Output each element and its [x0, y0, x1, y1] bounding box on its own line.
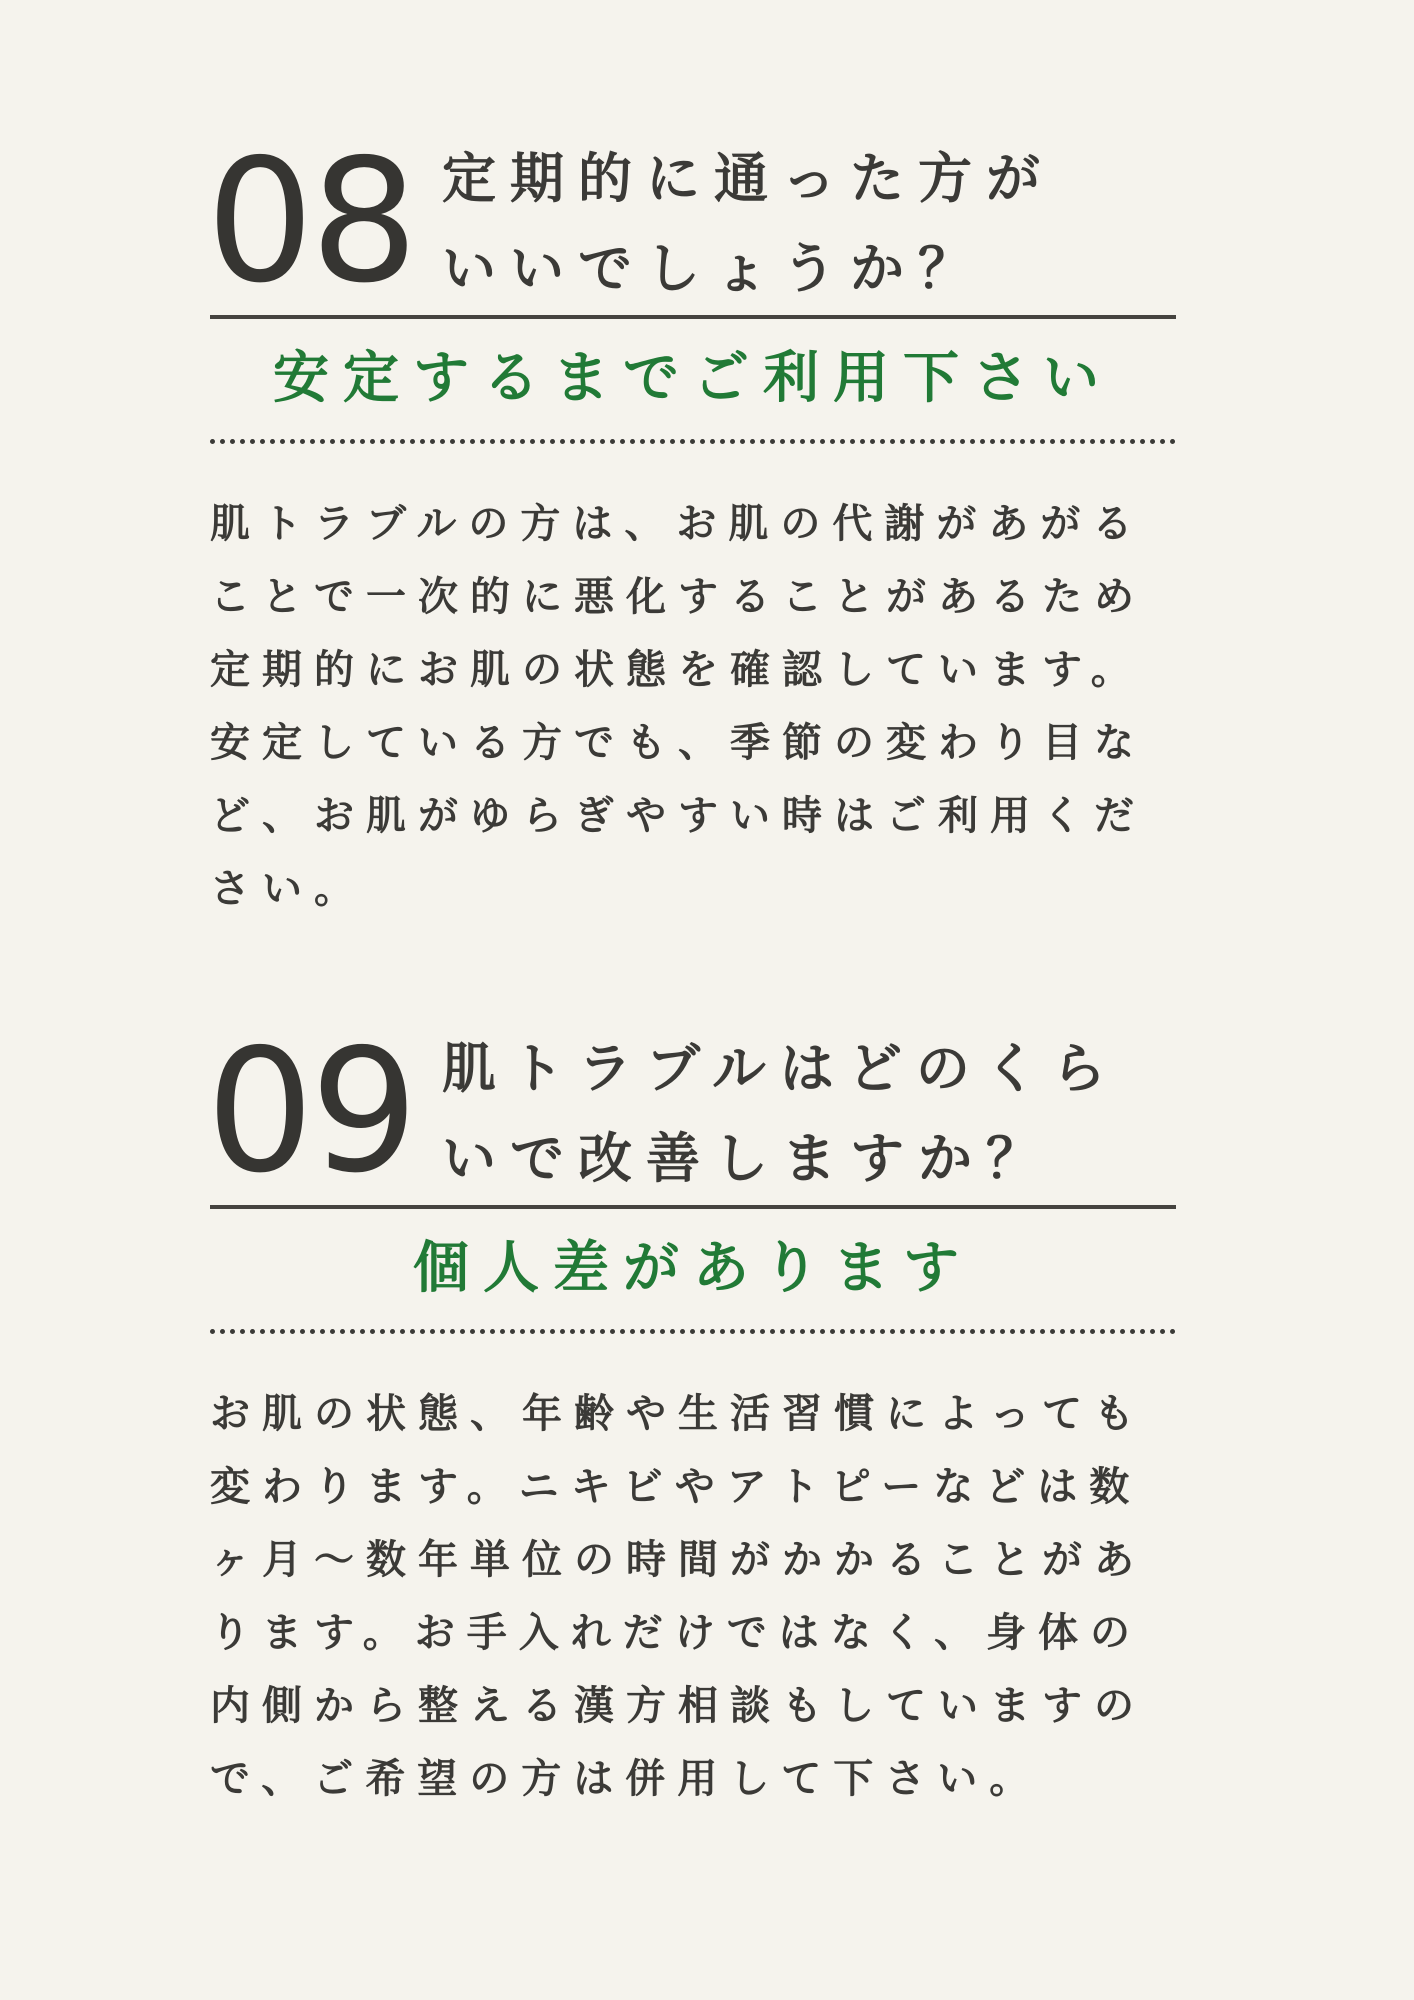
- question-title: [442, 1024, 1162, 1204]
- answer-body: 肌トラブルの方は、お肌の代謝があがることで一次的に悪化することがあるため定期的にお肌の状態を確認しています。安定している方でも、季節の変わり目など、お肌がゆらぎやすい時はご利用ください。: [210, 501, 1146, 912]
- answer-body: お肌の状態、年齢や生活習慣によっても変わります。ニキビやアトピーなどは数ヶ月〜数年単位の時間がかかることがあります。お手入れだけではなく、身体の内側から整える漢方相談もしていますので、ご希望の方は併用して下さい。: [210, 1391, 1146, 1802]
- question-header: [206, 1013, 1176, 1211]
- answer-heading: 個人差があります: [413, 1236, 973, 1301]
- question-number: 09: [206, 1013, 415, 1211]
- answer-heading: 安定するまでご利用下さい: [273, 346, 1113, 411]
- question-title-line-2: いいでしょうか？: [442, 237, 986, 300]
- answer-dotted-divider: [210, 439, 1176, 444]
- question-number: 08: [206, 123, 415, 321]
- answer-dotted-divider: [210, 1329, 1176, 1334]
- question-header: [206, 123, 1176, 321]
- faq-item-09: [206, 1013, 1176, 1816]
- question-title-line-1: 定期的に通った方が: [442, 147, 1054, 210]
- question-title-line-1: 肌トラブルはどのくら: [442, 1037, 1120, 1100]
- question-title: [442, 134, 1162, 314]
- faq-item-08: [206, 123, 1176, 926]
- question-title-line-2: いで改善しますか？: [442, 1127, 1054, 1190]
